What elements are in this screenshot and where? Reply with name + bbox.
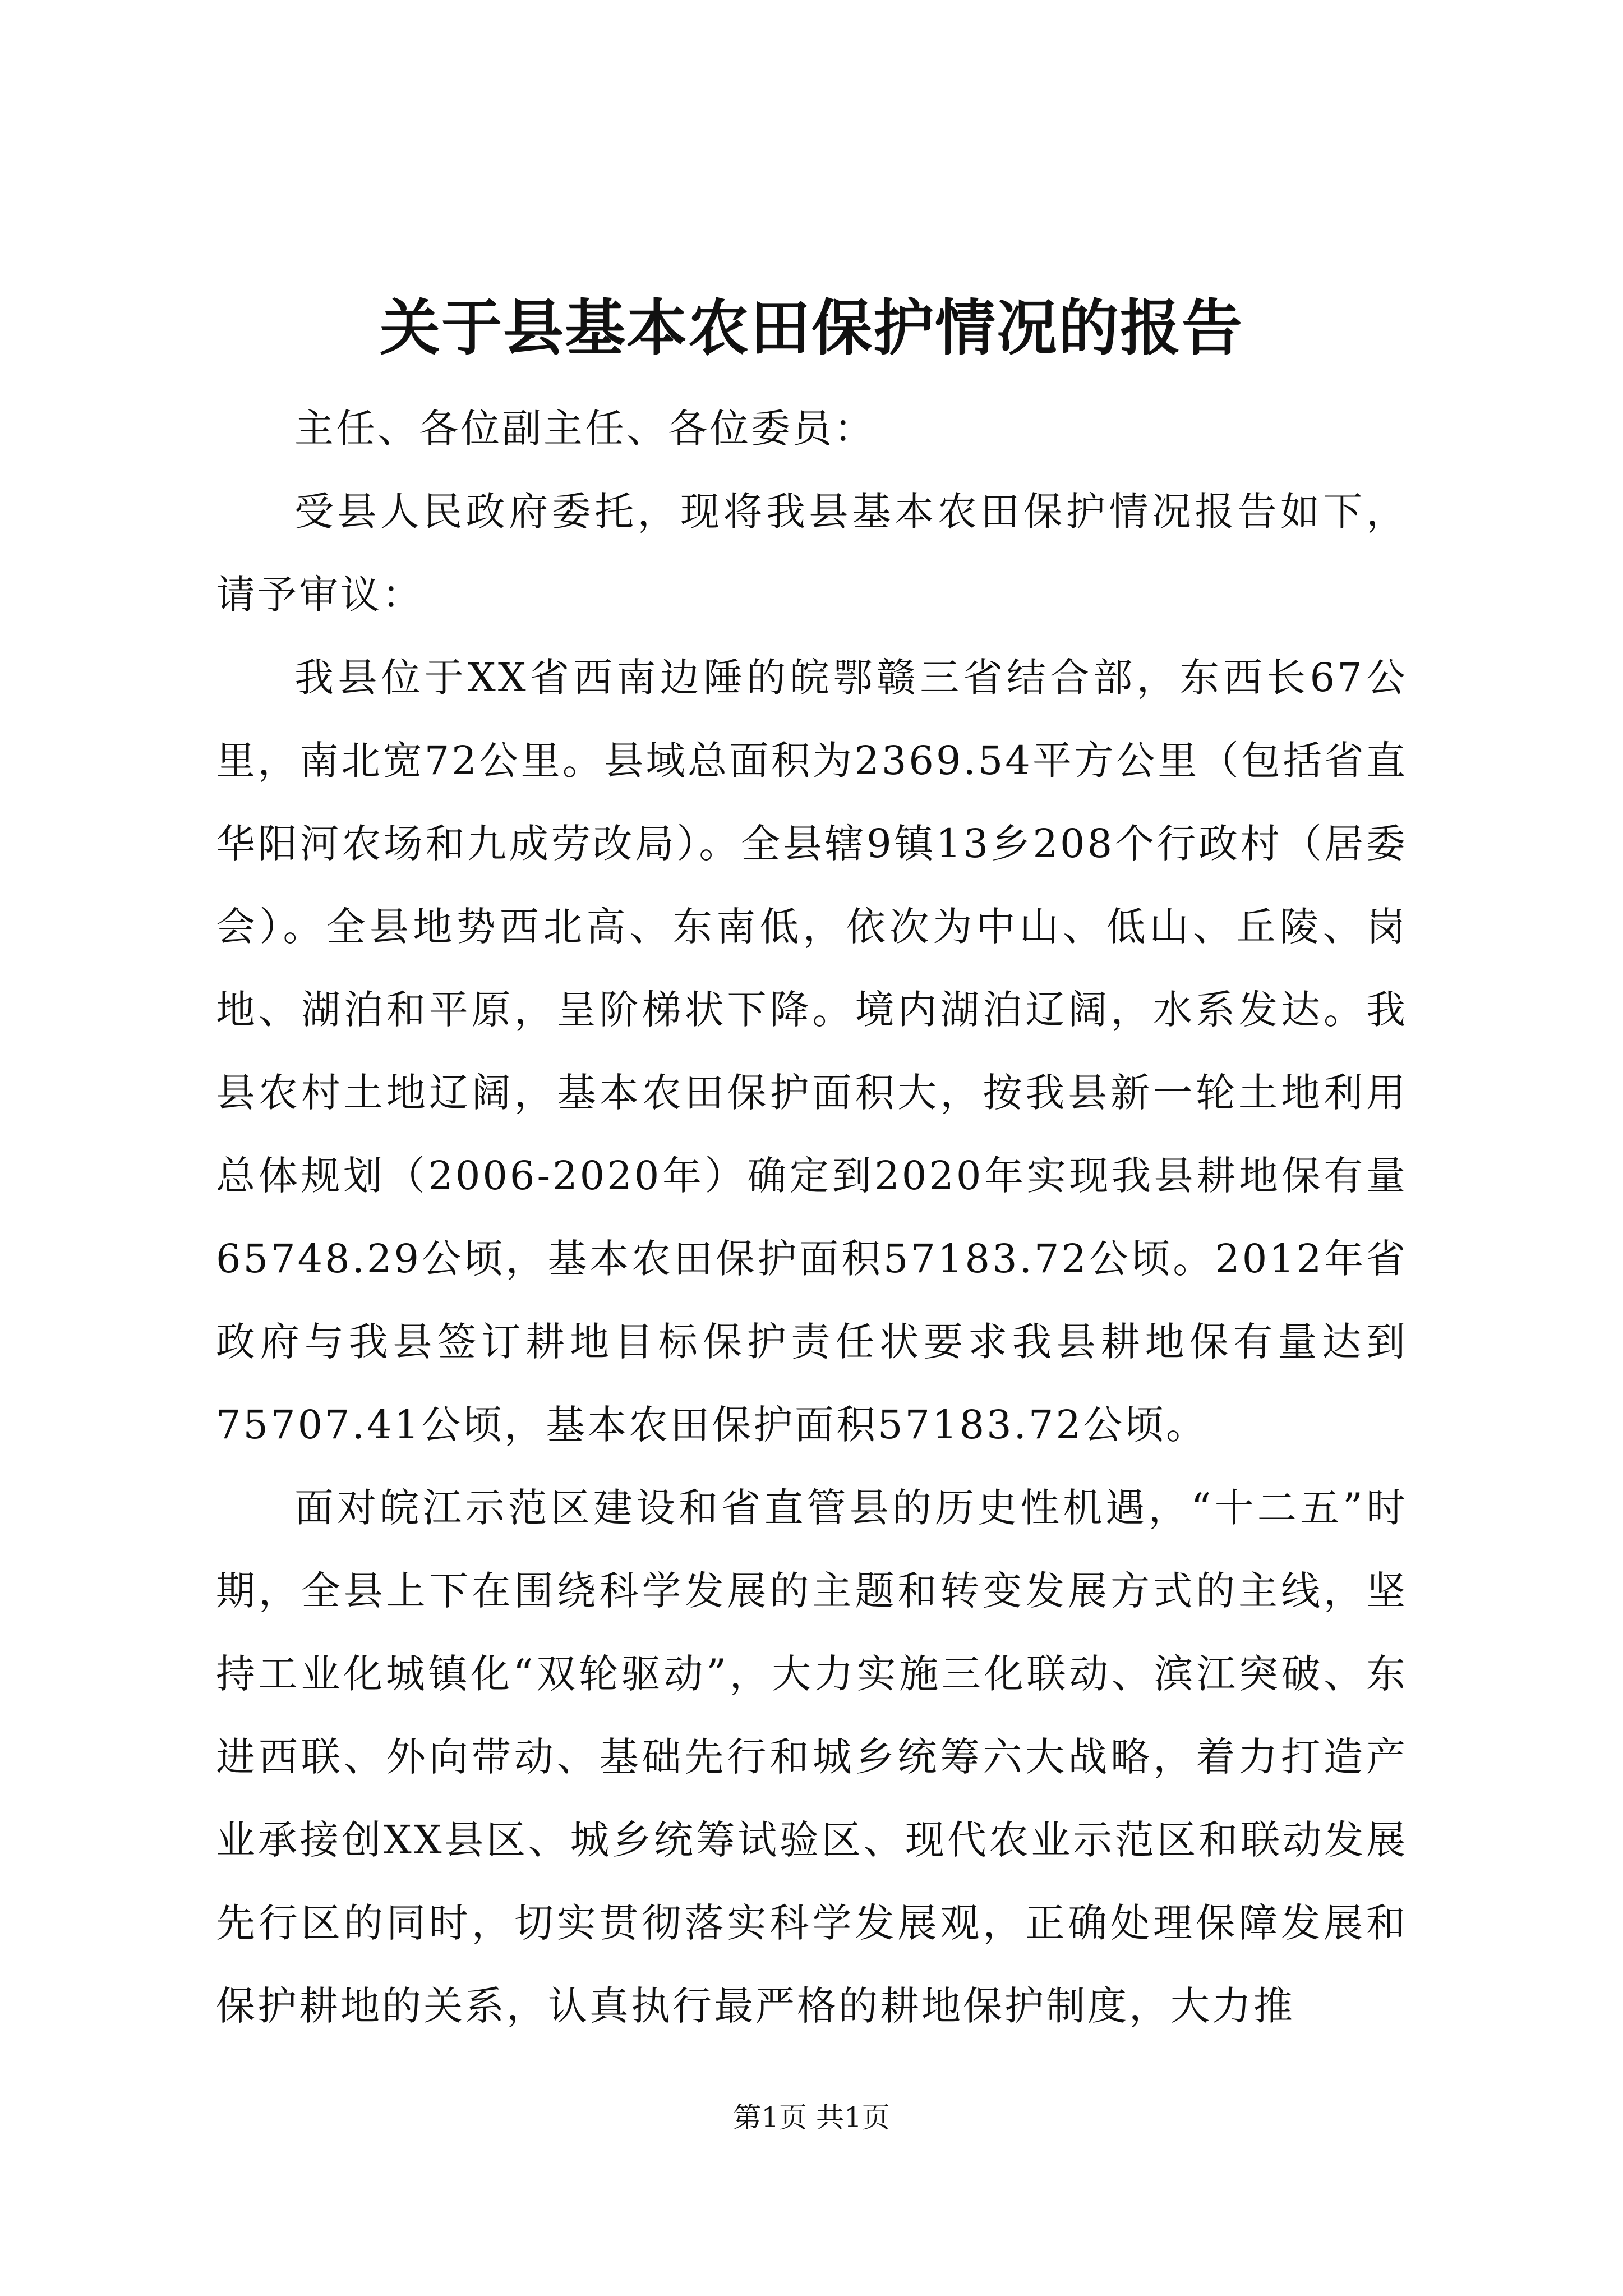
document-body — [216, 387, 1408, 2047]
paragraph-development-context: 面对皖江示范区建设和省直管县的历史性机遇，“十二五”时期，全县上下在围绕科学发展的主题和转变发展方式的主线，坚持工业化城镇化“双轮驱动”，大力实施三化联动、滨江突破、东进西联、外向带动、基础先行和城乡统筹六大战略，着力打造产业承接创XX县区、城乡统筹试验区、现代农业示范区和联动发展先行区的同时，切实贯彻落实科学发展观，正确处理保障发展和保护耕地的关系，认真执行最严格的耕地保护制度，大力推 — [216, 1485, 1408, 2029]
paragraph-county-overview: 我县位于XX省西南边陲的皖鄂赣三省结合部，东西长67公里，南北宽72公里。县域总面积为2369.54平方公里（包括省直华阳河农场和九成劳改局）。全县辖9镇13乡208个行政村（居委会）。全县地势西北高、东南低，依次为中山、低山、丘陵、岗地、湖泊和平原，呈阶梯状下降。境内湖泊辽阔，水系发达。我县农村土地辽阔，基本农田保护面积大，按我县新一轮土地利用总体规划（2006-2020年）确定到2020年实现我县耕地保有量65748.29公顷，基本农田保护面积57183.72公顷。2012年省政府与我县签订耕地目标保护责任状要求我县耕地保有量达到75707.41公顷，基本农田保护面积57183.72公顷。 — [216, 655, 1408, 1448]
paragraph-intro: 受县人民政府委托，现将我县基本农田保护情况报告如下，请予审议： — [216, 489, 1408, 618]
document-title: 关于县基本农田保护情况的报告 — [379, 293, 1243, 364]
page-footer: 第1页 共1页 — [733, 2101, 890, 2134]
paragraph-salutation: 主任、各位副主任、各位委员： — [294, 406, 875, 452]
